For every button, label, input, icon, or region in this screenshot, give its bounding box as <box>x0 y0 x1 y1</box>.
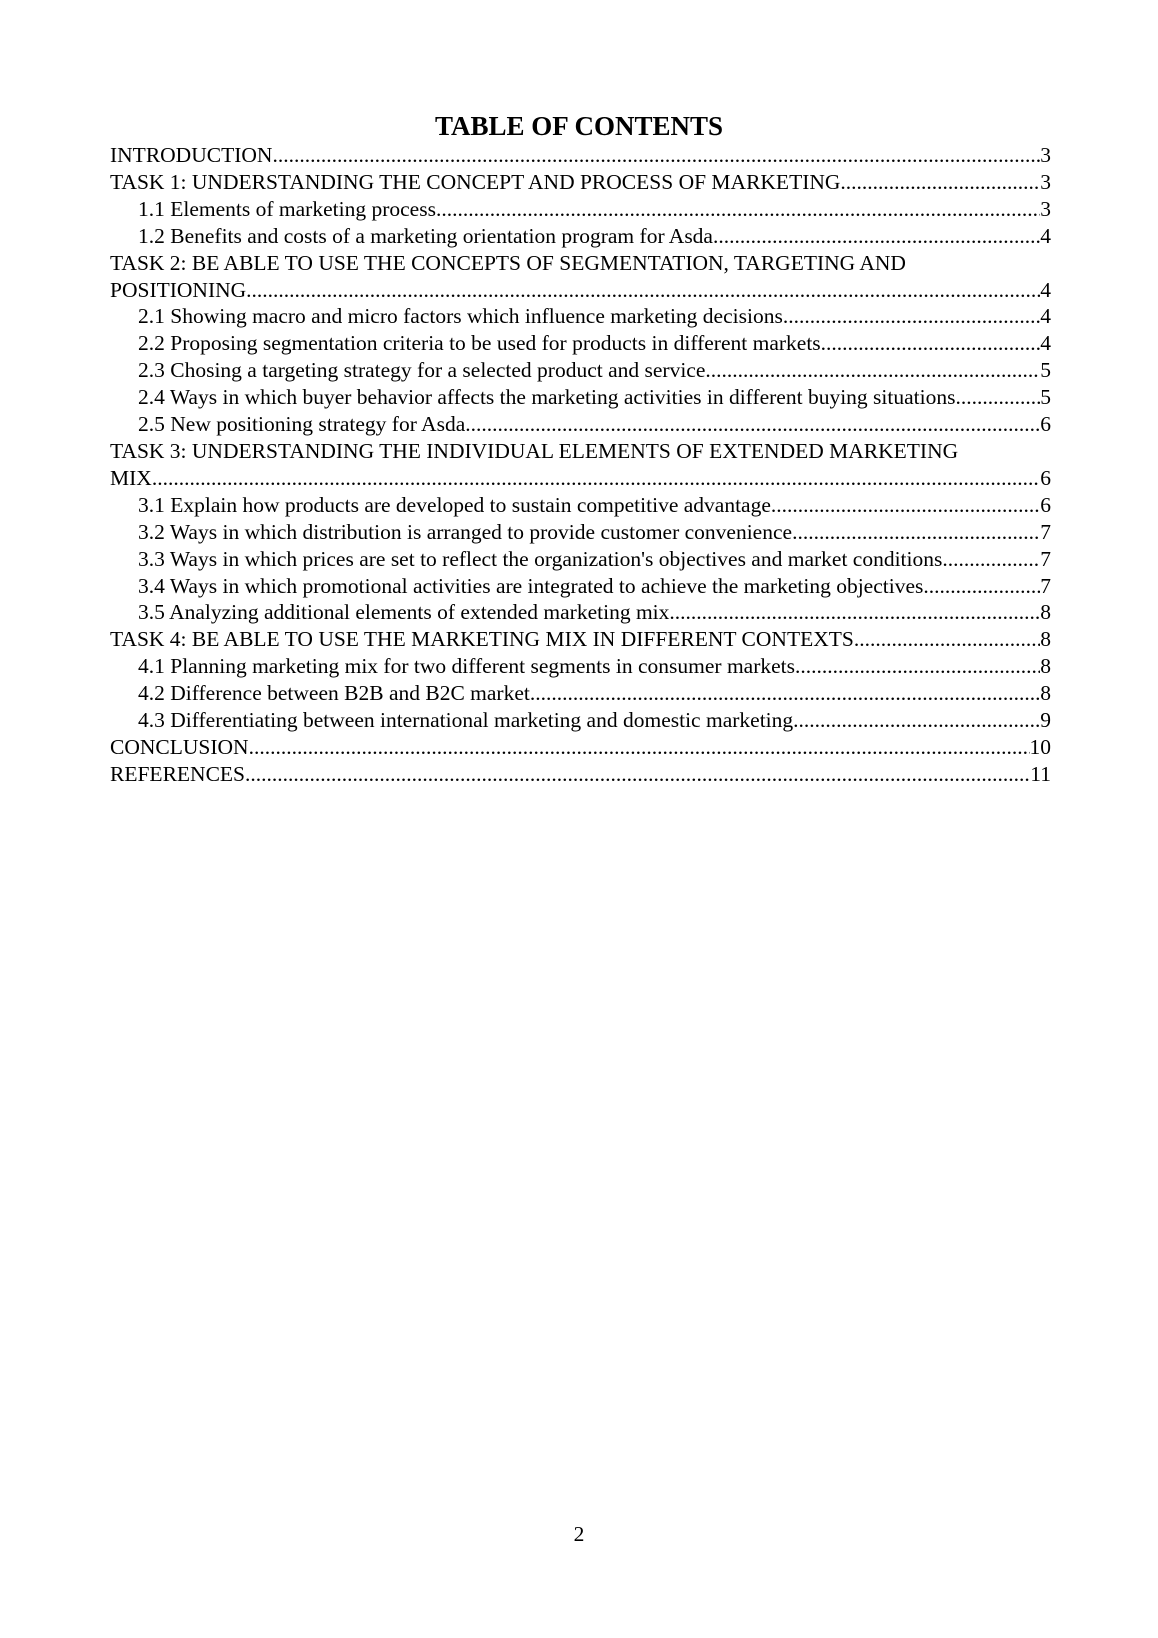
dot-leader <box>669 599 1040 626</box>
dot-leader <box>795 653 1040 680</box>
toc-entry-line <box>110 761 1051 788</box>
toc-entry[interactable] <box>110 680 1051 707</box>
toc-title: TABLE OF CONTENTS <box>434 111 724 141</box>
toc-entry-page-number: 5 <box>1040 358 1051 383</box>
toc-entry-line <box>138 196 1051 223</box>
toc-entry-page-number: 10 <box>1029 734 1051 759</box>
toc-entry-line <box>110 169 1051 196</box>
toc-entry-line <box>110 277 1051 304</box>
dot-leader <box>793 707 1040 734</box>
toc-entry-line <box>138 599 1051 626</box>
toc-entry-line <box>138 492 1051 519</box>
toc-entry-line <box>138 707 1051 734</box>
toc-entry-page-number: 3 <box>1040 169 1051 194</box>
toc-entry-text: INTRODUCTION <box>110 143 273 167</box>
toc-entry-page-number: 8 <box>1040 654 1051 679</box>
toc-entry-page-number: 9 <box>1040 708 1051 733</box>
toc-entry-text: POSITIONING <box>110 277 247 302</box>
dot-leader <box>152 465 1040 492</box>
toc-entry-text: 3.1 Explain how products are developed to sustain competitive advantage <box>138 492 771 517</box>
toc-entry[interactable] <box>110 223 1051 250</box>
dot-leader <box>942 546 1040 573</box>
toc-entry-page-number: 4 <box>1040 331 1051 356</box>
toc-entry-line <box>110 142 1051 169</box>
dot-leader <box>821 330 1041 357</box>
toc-entry-page-number: 6 <box>1040 465 1051 490</box>
toc-entry[interactable] <box>110 761 1051 788</box>
toc-entry-line <box>110 626 1051 653</box>
toc-entry-page-number: 7 <box>1040 546 1051 571</box>
toc-entry[interactable] <box>110 492 1051 519</box>
dot-leader <box>705 357 1040 384</box>
toc-entry-text: REFERENCES <box>110 761 245 786</box>
toc-list <box>110 142 1051 788</box>
toc-entry-text: 4.3 Differentiating between international marketing and domestic marketing <box>138 708 794 733</box>
toc-entry-heading-line: TASK 2: BE ABLE TO USE THE CONCEPTS OF SEGMENTATION, TARGETING AND <box>110 250 906 275</box>
toc-entry-page-number: 6 <box>1040 412 1051 437</box>
dot-leader <box>713 223 1040 250</box>
toc-entry-page-number: 3 <box>1040 196 1051 221</box>
dot-leader <box>771 492 1040 519</box>
toc-entry-line <box>138 330 1051 357</box>
toc-entry[interactable] <box>110 519 1051 546</box>
dot-leader <box>783 303 1040 330</box>
toc-entry-text: 4.2 Difference between B2B and B2C market <box>138 681 530 706</box>
toc-entry-line <box>138 519 1051 546</box>
toc-entry-page-number: 6 <box>1040 492 1051 517</box>
dot-leader <box>840 169 1040 196</box>
dot-leader <box>929 573 1041 600</box>
toc-entry-line <box>138 384 1051 411</box>
toc-entry-text: 2.4 Ways in which buyer behavior affects the marketing activities in different buying situations. <box>138 385 961 410</box>
toc-entry[interactable] <box>110 626 1051 653</box>
toc-entry[interactable] <box>110 196 1051 223</box>
page-number: 2 <box>573 1522 585 1546</box>
toc-entry[interactable] <box>110 707 1051 734</box>
dot-leader <box>272 142 1040 169</box>
toc-entry-page-number: 5 <box>1040 385 1051 410</box>
toc-entry[interactable] <box>110 250 1051 304</box>
toc-entry-text: 2.5 New positioning strategy for Asda <box>138 412 466 437</box>
toc-entry-text: TASK 4: BE ABLE TO USE THE MARKETING MIX IN DIFFERENT CONTEXTS <box>110 627 854 652</box>
dot-leader <box>530 680 1040 707</box>
toc-entry-page-number: 7 <box>1040 573 1051 598</box>
toc-entry[interactable] <box>110 734 1051 761</box>
toc-entry-line <box>138 303 1051 330</box>
toc-entry-page-number: 8 <box>1040 600 1051 625</box>
toc-entry[interactable] <box>110 169 1051 196</box>
toc-entry-page-number: 4 <box>1040 223 1051 248</box>
toc-entry-text: 1.1 Elements of marketing process <box>138 196 436 221</box>
toc-entry-text: 1.2 Benefits and costs of a marketing orientation program for Asda <box>138 223 713 248</box>
toc-entry-line <box>138 573 1051 600</box>
toc-entry[interactable] <box>110 573 1051 600</box>
dot-leader <box>465 411 1040 438</box>
toc-entry-page-number: 4 <box>1040 304 1051 329</box>
toc-entry-page-number: 8 <box>1040 681 1051 706</box>
toc-entry[interactable] <box>110 357 1051 384</box>
toc-entry-text: CONCLUSION <box>110 734 249 759</box>
toc-entry-text: TASK 1: UNDERSTANDING THE CONCEPT AND PROCESS OF MARKETING <box>110 169 841 194</box>
toc-entry-line <box>138 411 1051 438</box>
toc-entry[interactable] <box>110 384 1051 411</box>
toc-entry-text: 4.1 Planning marketing mix for two different segments in consumer markets <box>138 654 796 679</box>
toc-entry-text: 2.2 Proposing segmentation criteria to be used for products in different markets <box>138 331 821 356</box>
toc-entry[interactable] <box>110 546 1051 573</box>
toc-entry[interactable] <box>110 330 1051 357</box>
dot-leader <box>792 519 1040 546</box>
toc-entry-page-number: 11 <box>1030 761 1051 786</box>
toc-entry-text: 3.4 Ways in which promotional activities are integrated to achieve the marketing objectives. <box>138 573 929 598</box>
toc-entry-line <box>110 734 1051 761</box>
dot-leader <box>961 384 1040 411</box>
toc-entry[interactable] <box>110 411 1051 438</box>
toc-entry-text: 2.1 Showing macro and micro factors which influence marketing decisions <box>138 304 783 329</box>
toc-entry-line <box>138 546 1051 573</box>
toc-entry-line <box>138 680 1051 707</box>
toc-entry-text: 3.2 Ways in which distribution is arranged to provide customer convenience <box>138 519 793 544</box>
toc-entry-line <box>138 357 1051 384</box>
toc-entry[interactable] <box>110 438 1051 492</box>
toc-entry[interactable] <box>110 653 1051 680</box>
toc-entry[interactable] <box>110 599 1051 626</box>
toc-entry[interactable] <box>110 142 1051 169</box>
toc-entry-page-number: 7 <box>1040 519 1051 544</box>
toc-entry-page-number: 4 <box>1040 277 1051 302</box>
toc-entry-page-number: 8 <box>1040 627 1051 652</box>
toc-entry-text: 3.5 Analyzing additional elements of extended marketing mix <box>138 600 670 625</box>
dot-leader <box>249 734 1030 761</box>
dot-leader <box>854 626 1040 653</box>
toc-entry-text: MIX <box>110 465 152 490</box>
toc-entry-heading-line: TASK 3: UNDERSTANDING THE INDIVIDUAL ELEMENTS OF EXTENDED MARKETING <box>110 438 959 463</box>
dot-leader <box>245 761 1030 788</box>
dot-leader <box>246 277 1040 304</box>
toc-entry-text: 3.3 Ways in which prices are set to reflect the organization's objectives and market conditions <box>138 546 943 571</box>
toc-entry-line <box>138 223 1051 250</box>
toc-entry[interactable] <box>110 303 1051 330</box>
toc-entry-page-number: 3 <box>1040 143 1051 167</box>
toc-entry-line <box>110 465 1051 492</box>
toc-entry-line <box>138 653 1051 680</box>
toc-entry-text: 2.3 Chosing a targeting strategy for a selected product and service <box>138 358 706 383</box>
dot-leader <box>436 196 1040 223</box>
